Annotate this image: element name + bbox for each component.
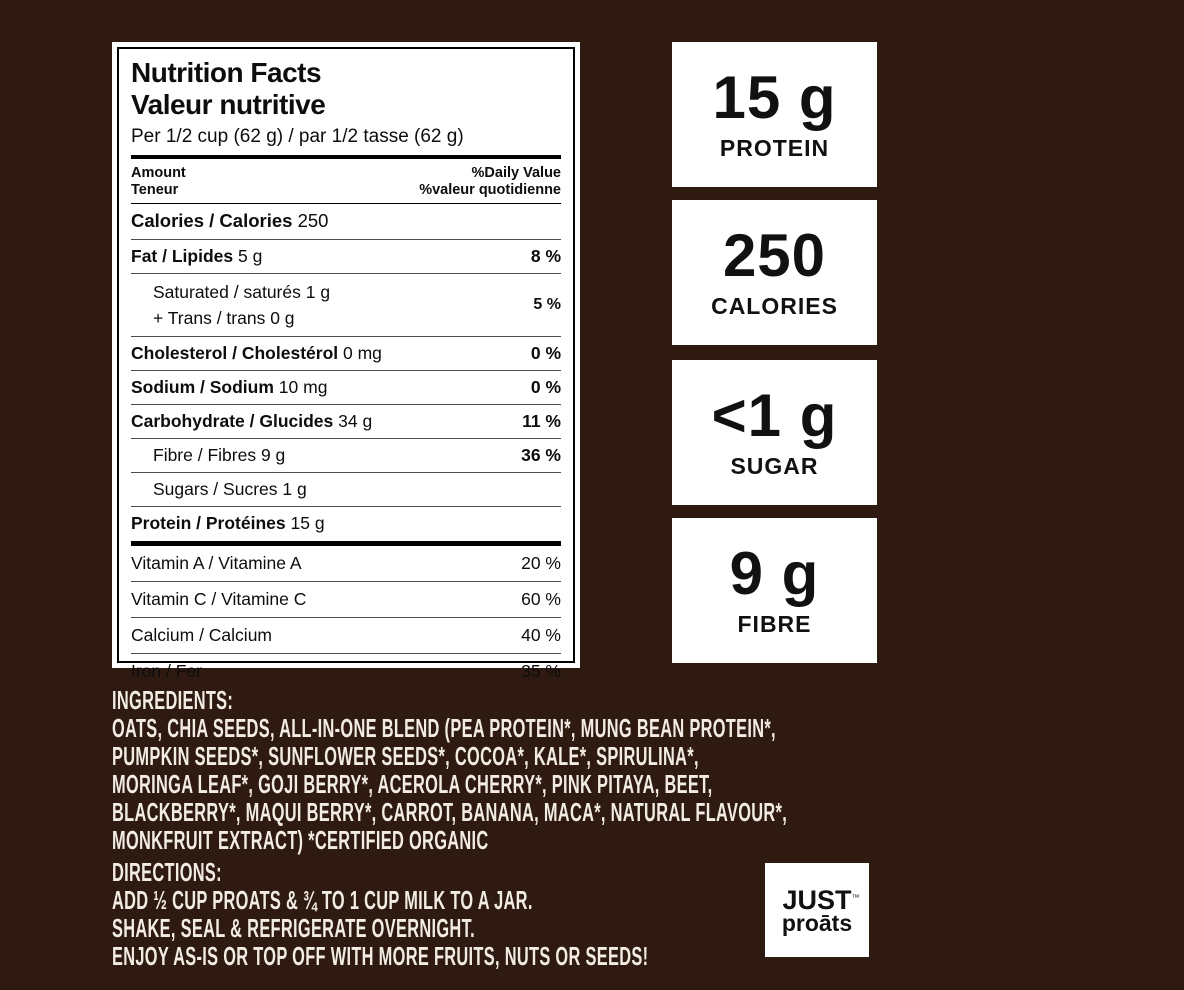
cholesterol-amount: 0 mg xyxy=(343,343,382,363)
vitamin-a-dv: 20 % xyxy=(521,553,561,573)
ingredients-line: BLACKBERRY*, MAQUI BERRY*, CARROT, BANANA, MACA*, NATURAL FLAVOUR*, xyxy=(112,797,788,827)
cholesterol-row xyxy=(131,337,561,370)
ingredients-section xyxy=(112,686,1184,854)
calories-label: Calories / Calories xyxy=(131,210,293,231)
protein-label: Protein / Protéines xyxy=(131,513,286,533)
iron-row xyxy=(131,654,561,689)
protein-callout-label: PROTEIN xyxy=(719,134,830,161)
directions-line: ADD ½ CUP PROATS & ¾ TO 1 CUP MILK TO A JAR. xyxy=(112,885,533,915)
carbohydrate-row xyxy=(131,405,561,438)
fibre-callout-value: 9 g xyxy=(729,539,820,607)
iron-label: Iron / Fer xyxy=(131,661,202,681)
ingredients-line: MORINGA LEAF*, GOJI BERRY*, ACEROLA CHERRY*, PINK PITAYA, BEET, xyxy=(112,769,713,799)
fat-amount: 5 g xyxy=(237,246,263,266)
calories-row xyxy=(131,204,561,239)
vitamin-a-label: Vitamin A / Vitamine A xyxy=(131,553,302,573)
vitamin-c-label: Vitamin C / Vitamine C xyxy=(131,589,307,609)
saturated-dv: 5 % xyxy=(533,296,561,313)
ingredients-heading: INGREDIENTS: xyxy=(112,685,234,715)
calcium-row xyxy=(131,618,561,653)
directions-line: SHAKE, SEAL & REFRIGERATE OVERNIGHT. xyxy=(112,913,475,943)
fat-dv: 8 % xyxy=(530,246,561,266)
fibre-callout-label: FIBRE xyxy=(737,610,812,637)
dv-en: %Daily Value xyxy=(471,165,561,181)
amount-en: Amount xyxy=(131,165,186,181)
dv-fr: %valeur quotidienne xyxy=(419,182,561,198)
amount-fr: Teneur xyxy=(131,182,179,198)
fibre-row xyxy=(131,439,561,472)
trans-label: + Trans / trans 0 g xyxy=(153,308,295,328)
nf-title-en: Nutrition Facts xyxy=(131,57,322,88)
cholesterol-label: Cholesterol / Cholestérol xyxy=(131,343,339,363)
protein-row xyxy=(131,507,561,540)
calories-callout-value: 250 xyxy=(722,221,827,289)
sodium-row xyxy=(131,371,561,404)
logo-just-text: JUST ™ xyxy=(782,884,860,915)
protein-callout-value: 15 g xyxy=(712,63,837,131)
sugar-callout-value: <1 g xyxy=(711,381,838,449)
fibre-dv: 36 % xyxy=(521,445,561,465)
sodium-label: Sodium / Sodium xyxy=(131,377,274,397)
directions-line: ENJOY AS-IS OR TOP OFF WITH MORE FRUITS, NUTS OR SEEDS! xyxy=(112,941,649,971)
calories-callout-label: CALORIES xyxy=(711,292,838,319)
fibre-label: Fibre / Fibres 9 g xyxy=(153,445,286,465)
logo-proats-text: proāts xyxy=(781,909,853,936)
fat-row xyxy=(131,240,561,273)
sugar-callout-label: SUGAR xyxy=(730,452,819,479)
vitamin-c-dv: 60 % xyxy=(521,589,561,609)
brand-logo xyxy=(765,863,869,957)
sugar-callout xyxy=(672,360,877,505)
protein-amount: 15 g xyxy=(290,513,325,533)
amount-dv-header xyxy=(131,163,561,203)
carbohydrate-dv: 11 % xyxy=(522,411,561,431)
ingredients-line: OATS, CHIA SEEDS, ALL-IN-ONE BLEND (PEA PROTEIN*, MUNG BEAN PROTEIN*, xyxy=(112,713,776,743)
daily-value-header xyxy=(419,165,561,199)
carbohydrate-amount: 34 g xyxy=(338,411,373,431)
fat-label: Fat / Lipides xyxy=(131,246,234,266)
carbohydrate-label: Carbohydrate / Glucides xyxy=(131,411,334,431)
saturated-label: Saturated / saturés 1 g xyxy=(153,282,331,302)
sugars-label: Sugars / Sucres 1 g xyxy=(153,479,307,499)
sodium-amount: 10 mg xyxy=(278,377,328,397)
thick-rule xyxy=(131,155,561,159)
cholesterol-dv: 0 % xyxy=(530,343,561,363)
calcium-label: Calcium / Calcium xyxy=(131,625,272,645)
ingredients-line: PUMPKIN SEEDS*, SUNFLOWER SEEDS*, COCOA*, KALE*, SPIRULINA*, xyxy=(112,741,699,771)
calories-value: 250 xyxy=(297,210,329,231)
nf-title-fr: Valeur nutritive xyxy=(131,89,326,120)
fibre-callout xyxy=(672,518,877,663)
directions-heading: DIRECTIONS: xyxy=(112,857,222,887)
calcium-dv: 40 % xyxy=(521,625,561,645)
sodium-dv: 0 % xyxy=(530,377,561,397)
protein-callout xyxy=(672,42,877,187)
sugars-row xyxy=(131,473,561,506)
saturated-trans-row xyxy=(131,274,561,336)
amount-header xyxy=(131,165,186,199)
iron-dv: 35 % xyxy=(521,661,561,681)
vitamin-a-row xyxy=(131,546,561,581)
serving-size: Per 1/2 cup (62 g) / par 1/2 tasse (62 g) xyxy=(131,126,464,147)
calories-callout xyxy=(672,200,877,345)
ingredients-line: MONKFRUIT EXTRACT) *CERTIFIED ORGANIC xyxy=(112,825,489,855)
vitamin-c-row xyxy=(131,582,561,617)
nutrition-facts-border xyxy=(117,47,575,681)
nutrition-facts-panel xyxy=(112,42,580,681)
trademark-symbol: ™ xyxy=(851,892,860,902)
